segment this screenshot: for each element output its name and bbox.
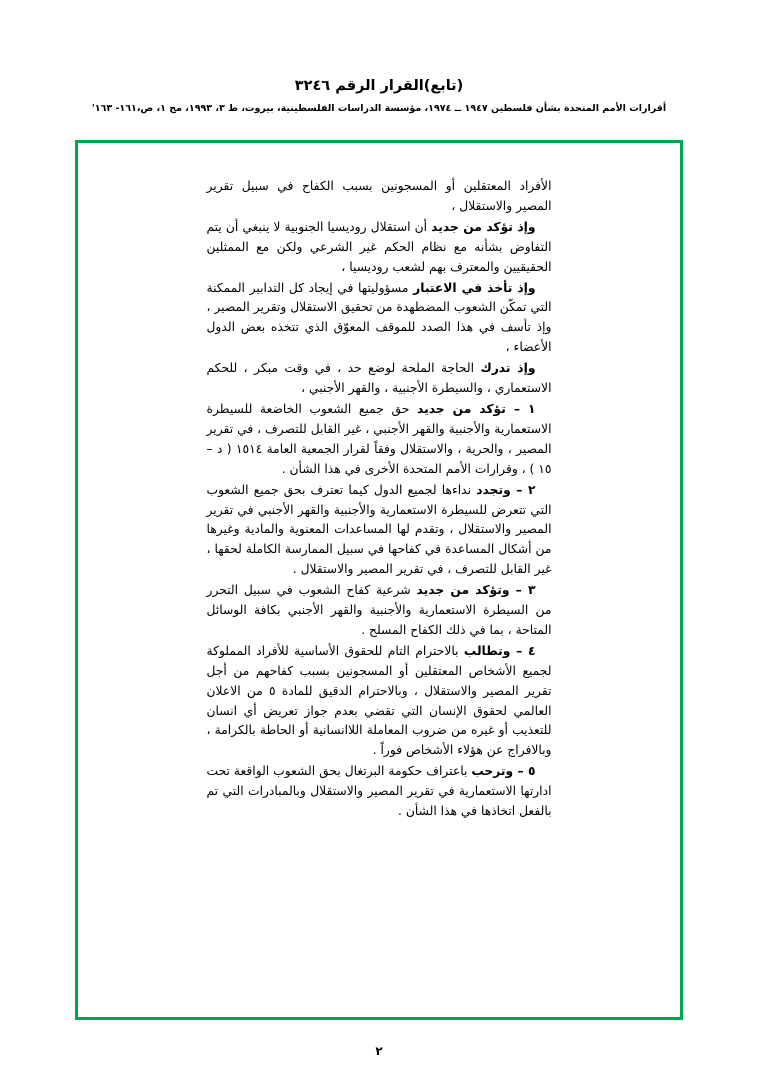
paragraph-text: أن استقلال روديسيا الجنوبية لا ينبغي أن يتم التفاوض بشأنه مع نظام الحكم غير الشرعي ولكن مع الممثلين الحقيقيين والمعترف بهم لشعب روديسيا ،: [206, 219, 552, 274]
paragraph-text: شرعية كفاح الشعوب في سبيل التحرر من السيطرة الاستعمارية والأجنبية والقهر الأجنبي بكافة الوسائل المتاحة ، بما في ذلك الكفاح المسلح .: [206, 583, 552, 637]
paragraph: [207, 642, 552, 761]
paragraph: [207, 581, 552, 641]
document-body: [207, 177, 552, 822]
paragraph-text: الحاجة الملحة لوضع حد ، في وقت مبكر ، للحكم الاستعماري ، والسيطرة الأجنبية ، والقهر الأجنبي ،: [206, 361, 552, 396]
paragraph-lead: وإذ تؤكد من جديد: [431, 219, 536, 234]
paragraph-text: باعتراف حكومة البرتغال بحق الشعوب الواقعة تحت ادارتها الاستعمارية في تقرير المصير والاستقلال وبالمبادرات التي تم بالفعل اتخاذها في هذا الشأن .: [206, 764, 552, 819]
paragraph-lead: وإذ تأخذ في الاعتبار: [413, 280, 536, 295]
paragraph-text: الأفراد المعتقلين أو المسجونين بسبب الكفاح في سبيل تقرير المصير والاستقلال ،: [206, 179, 552, 213]
paragraph: [207, 359, 552, 399]
paragraph: [207, 400, 552, 480]
paragraph: [207, 279, 552, 359]
paragraph: [207, 762, 552, 822]
paragraph-text: مسؤوليتها في إيجاد كل التدابير الممكنة التي تمكّن الشعوب المضطهدة من تحقيق الاستقلال وتقرير المصير ، وإذ تأسف في هذا الصدد للموقف المعوّق الذي تتخذه بعض الدول الأعضاء ،: [206, 280, 552, 355]
paragraph: [207, 218, 552, 278]
paragraph: [207, 481, 552, 581]
paragraph-lead: ٢ – وتجدد: [476, 482, 536, 497]
paragraph-lead: ٤ – وتطالب: [463, 643, 536, 658]
paragraph: [207, 177, 552, 217]
paragraph-text: حق جميع الشعوب الخاضعة للسيطرة الاستعمارية والأجنبية والقهر الأجنبي ، غير القابل للتصرف ، في تقرير المصير ، والحرية ، والاستقلال وفقاً لقرار الجمعية العامة ١٥١٤ ( د – ١٥ ) ، وقرارات الأمم المتحدة الأخرى في هذا الشأن .: [206, 401, 552, 476]
paragraph-lead: ١ – تؤكد من جديد: [416, 401, 536, 416]
paragraph-lead: ٥ – وترحب: [471, 764, 536, 779]
paragraph-lead: وإذ تدرك: [480, 361, 536, 376]
content-frame: [75, 140, 683, 1020]
page-title: (تابع)القرار الرقم ٣٢٤٦: [294, 78, 464, 94]
source-citation: أقرارات الأمم المتحدة بشأن فلسطين ١٩٤٧ ــ ١٩٧٤، مؤسسة الدراسات الفلسطينية، بيروت، ط ٣، ١٩٩٣، مج ١، ص،١٦١- ١٦٣': [91, 103, 667, 114]
paragraph-text: بالاحترام التام للحقوق الأساسية للأفراد المملوكة لجميع الأشخاص المعتقلين أو المسجونين بسبب كفاحهم من أجل تقرير المصير والاستقلال ، وبالاحترام الدقيق للمادة ٥ من الاعلان العالمي لحقوق الإنسان التي تقضي بعدم جواز تعريض أي انسان للتعذيب أو غيره من ضروب المعاملة اللاانسانية أو الحاطة بالكرامة ، وبالافراج عن هؤلاء الأشخاص فوراً .: [206, 643, 552, 758]
paragraph-text: نداءها لجميع الدول كيما تعترف بحق جميع الشعوب التي تتعرض للسيطرة الاستعمارية والأجنبية والقهر الأجنبي في تقرير المصير والاستقلال ، وتقدم لها المساعدات المعنوية والمادية وغيرها من أشكال المساعدة في كفاحها في سبيل الممارسة الكاملة لحقها ، غير القابل للتصرف ، في تقرير المصير والاستقلال .: [206, 482, 552, 577]
page-number: ٢: [375, 1044, 383, 1058]
paragraph-lead: ٣ – وتؤكد من جديد: [416, 583, 536, 598]
